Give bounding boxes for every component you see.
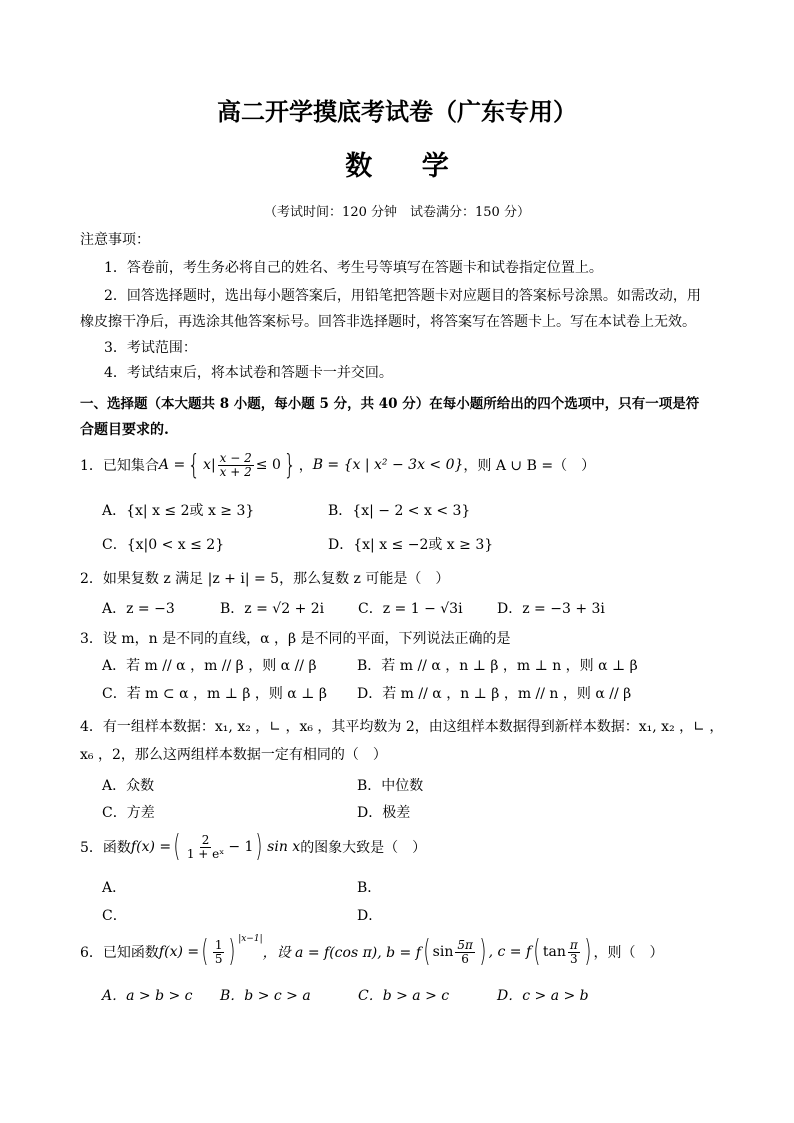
question-3-stem: 3．设 m，n 是不同的直线，α ，β 是不同的平面，下列说法正确的是	[80, 631, 511, 647]
q6-fx: f(x) =	[158, 944, 200, 960]
note-item-4: 4．考试结束后，将本试卷和答题卡一并交回。	[104, 365, 393, 381]
q6-sin-right-paren: )	[479, 934, 487, 969]
q6-prefix: 6．已知函数	[80, 945, 159, 961]
note-item-2-cont: 橡皮擦干净后，再选涂其他答案标号。回答非选择题时，将答案写在答题卡上。写在本试卷上无效。	[80, 314, 696, 330]
q6-base-den: 5	[214, 951, 223, 966]
section1-heading: 一、选择题（本大题共 8 小题，每小题 5 分，共 40 分）在每小题所给出的四个选项中，只有一项是符	[80, 396, 700, 412]
q5-fraction-num: 2	[201, 832, 210, 847]
q5-fx: f(x) =	[130, 839, 172, 855]
q6-tan-label: tan	[542, 944, 566, 960]
q5-suffix: 的图象大致是（ ）	[300, 840, 427, 856]
q6-tan-left-paren: (	[533, 934, 541, 969]
question-4-stem: 4．有一组样本数据：x₁, x₂ ，∟ ，x₆ ，其平均数为 2，由这组样本数据得到新样本数据：x₁, x₂ ，∟ ，	[80, 719, 724, 735]
q6-exponent: |x−1|	[238, 934, 263, 944]
q6-tan-num: π	[569, 937, 578, 952]
q1-suffix: ，则 A ∪ B =（ ）	[463, 458, 596, 474]
question-2-stem: 2．如果复数 z 满足 |z + i| = 5，那么复数 z 可能是（ ）	[80, 571, 450, 587]
q4-option-b: B．中位数	[357, 778, 424, 794]
q2-option-a: A．z = −3	[102, 601, 175, 617]
q6-sin-num: 5π	[457, 937, 473, 952]
q6-option-d: D．c > a > b	[497, 988, 589, 1004]
question-4-stem-cont: x₆ ，2，那么这两组样本数据一定有相同的（ ）	[80, 747, 387, 763]
q2-option-d: D．z = −3 + 3i	[497, 601, 605, 617]
q3-option-c: C．若 m ⊂ α ，m ⊥ β ，则 α ⊥ β	[102, 686, 327, 702]
q1-option-c: C．{x|0 < x ≤ 2}	[102, 537, 225, 553]
question-5-stem	[80, 829, 426, 865]
q6-suffix: ，则（ ）	[593, 945, 664, 961]
notes-heading: 注意事项：	[80, 232, 150, 248]
question-6-stem	[80, 932, 663, 972]
q3-option-a: A．若 m // α ，m // β ，则 α // β	[102, 658, 317, 674]
note-item-3: 3．考试范围：	[104, 340, 197, 356]
q1-set-a-lhs: A =	[158, 457, 186, 473]
q1-set-a-rel: ≤ 0	[255, 457, 281, 473]
q5-option-c: C．	[102, 908, 127, 924]
q1-option-d: D．{x| x ≤ −2或 x ≥ 3}	[328, 537, 494, 553]
q6-base-right-paren: )	[228, 934, 236, 969]
q2-option-b: B．z = √2 + 2i	[220, 601, 325, 617]
q6-mid2: , c = f	[488, 944, 532, 960]
q4-option-d: D．极差	[357, 805, 411, 821]
q3-option-b: B．若 m // α ，n ⊥ β ，m ⊥ n ，则 α ⊥ β	[357, 658, 638, 674]
q6-base-num: 1	[214, 937, 223, 952]
q1-set-b: B = {x | x² − 3x < 0}	[312, 457, 464, 473]
section1-heading-cont: 合题目要求的.	[80, 422, 169, 438]
q6-tan-den: 3	[570, 951, 578, 966]
q5-right-paren: )	[255, 829, 263, 864]
q4-option-c: C．方差	[102, 805, 155, 821]
q6-base-left-paren: (	[201, 934, 209, 969]
q1-fraction	[218, 452, 254, 479]
q6-sin-left-paren: (	[423, 934, 431, 969]
q5-option-d: D．	[357, 908, 383, 924]
q5-option-b: B．	[357, 880, 382, 896]
q6-option-b: B．b > c > a	[220, 988, 311, 1004]
exam-subject: 数 学	[345, 151, 449, 182]
exam-title: 高二开学摸底考试卷（广东专用）	[217, 97, 577, 126]
q6-mid1: ，设 a = f(cos π), b = f	[262, 945, 421, 961]
q1-option-b: B．{x| − 2 < x < 3}	[328, 503, 471, 519]
q6-option-c: C．b > a > c	[358, 988, 450, 1004]
q1-fraction-den: x + 2	[219, 464, 252, 479]
q5-option-a: A．	[102, 880, 127, 896]
q6-tan-right-paren: )	[584, 934, 592, 969]
q1-right-brace: }	[283, 448, 297, 481]
q5-left-paren: (	[173, 829, 181, 864]
note-item-1: 1．答卷前，考生务必将自己的姓名、考生号等填写在答题卡和试卷指定位置上。	[104, 260, 603, 276]
q5-fraction	[185, 834, 227, 861]
q6-sin-den: 6	[461, 951, 469, 966]
q1-sep: ，	[298, 458, 313, 474]
note-item-2: 2．回答选择题时，选出每小题答案后，用铅笔把答题卡对应题目的答案标号涂黑。如需改动，用	[104, 288, 701, 304]
q1-left-brace: {	[187, 448, 201, 481]
q5-sinx: sin x	[267, 839, 301, 855]
q5-minus: − 1	[228, 839, 254, 855]
q6-sin-label: sin	[432, 944, 454, 960]
q6-option-a: A．a > b > c	[102, 988, 193, 1004]
q6-tan-fraction	[568, 939, 580, 966]
q3-option-d: D．若 m // α ，n ⊥ β ，m // n ，则 α // β	[357, 686, 632, 702]
q6-base-fraction	[213, 939, 225, 966]
question-1-stem	[80, 448, 595, 482]
q4-option-a: A．众数	[102, 778, 155, 794]
q1-bar: |	[210, 457, 216, 473]
q1-set-a-var: x	[203, 457, 211, 473]
exam-info: （考试时间：120 分钟 试卷满分：150 分）	[264, 205, 530, 220]
q1-option-a: A．{x| x ≤ 2或 x ≥ 3}	[102, 503, 255, 519]
q5-fraction-den: 1 + eˣ	[186, 846, 225, 861]
q5-prefix: 5．函数	[80, 840, 131, 856]
q1-fraction-num: x − 2	[219, 450, 252, 465]
q2-option-c: C．z = 1 − √3i	[358, 601, 463, 617]
q1-prefix: 1．已知集合	[80, 458, 159, 474]
q6-sin-fraction	[455, 939, 475, 966]
